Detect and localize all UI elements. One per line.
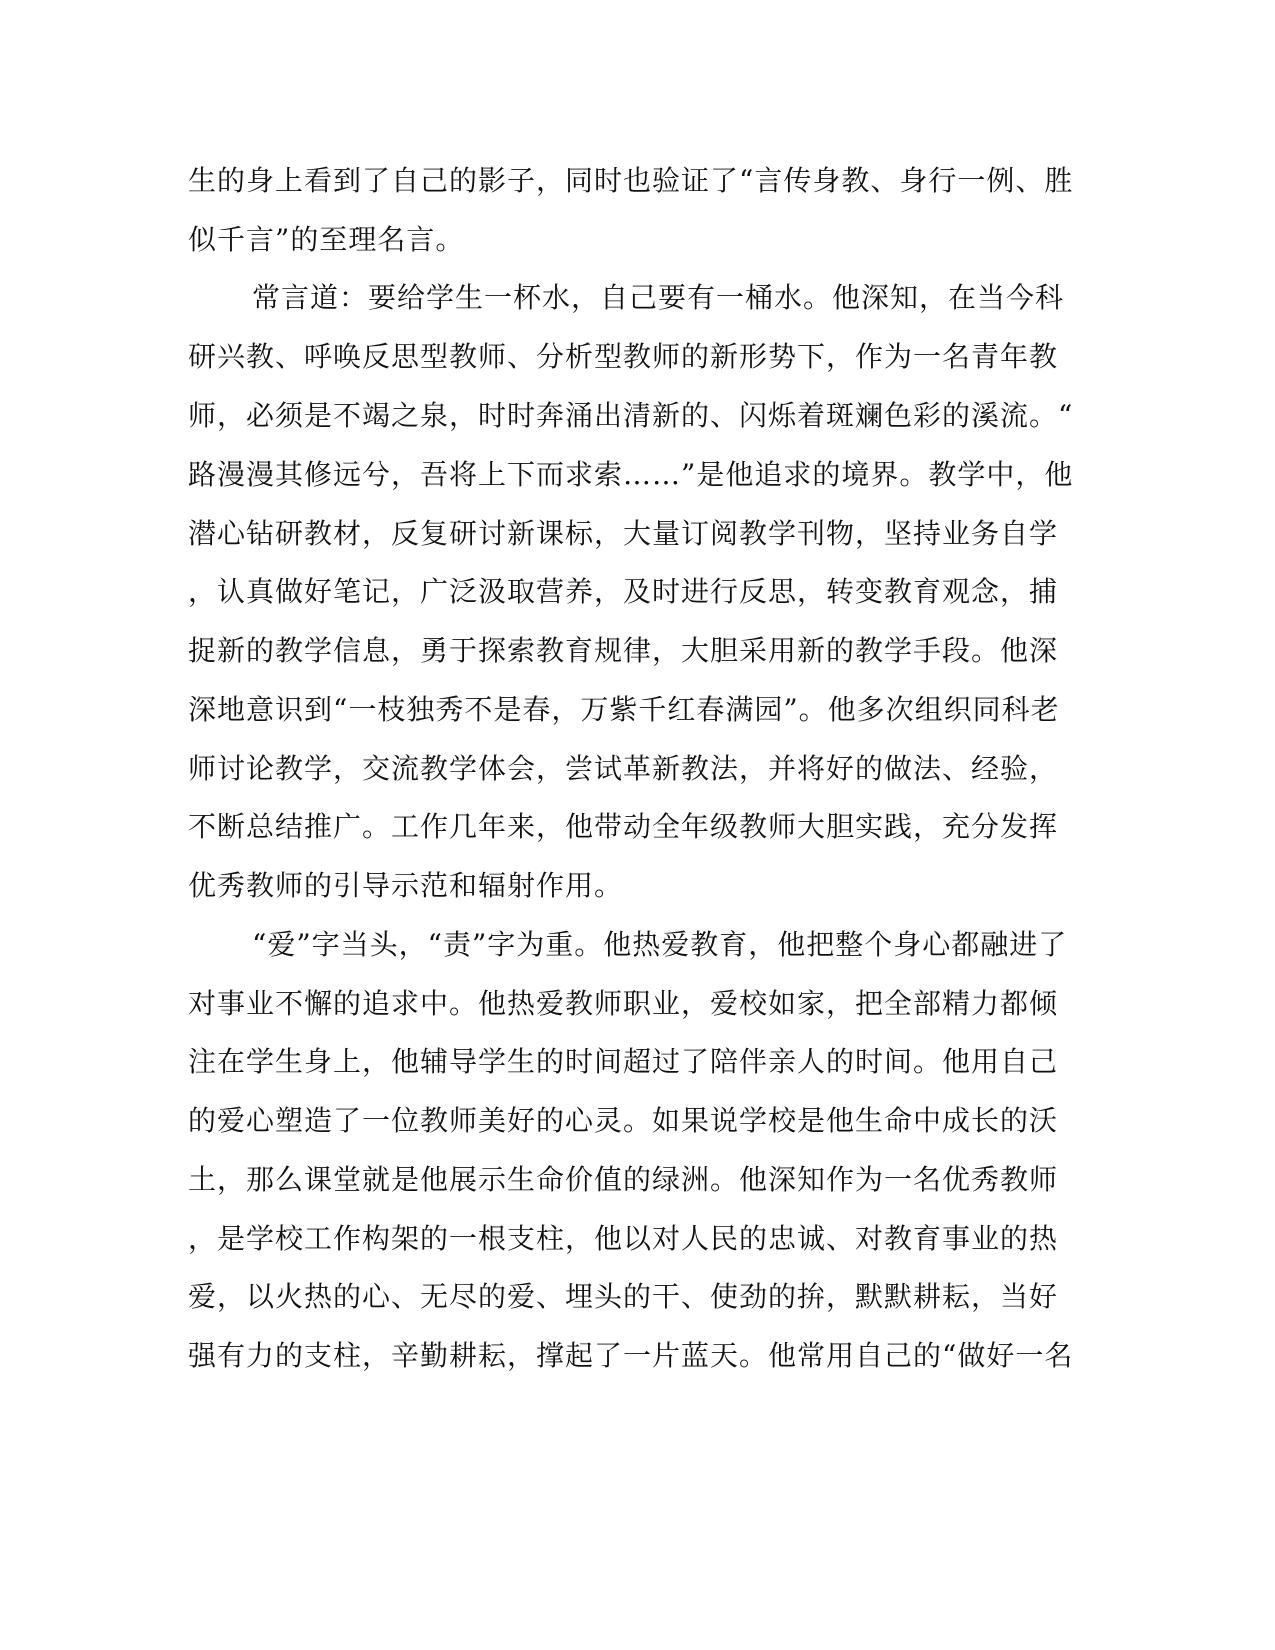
text-line: ，是学校工作构架的一根支柱，他以对人民的忠诚、对教育事业的热 bbox=[188, 1222, 1059, 1255]
text-line: 的爱心塑造了一位教师美好的心灵。如果说学校是他生命中成长的沃 bbox=[188, 1104, 1059, 1137]
text-line: 路漫漫其修远兮，吾将上下而求索……”是他追求的境界。教学中，他 bbox=[188, 458, 1074, 491]
text-line: 捉新的教学信息，勇于探索教育规律，大胆采用新的教学手段。他深 bbox=[188, 634, 1059, 667]
text-line: 强有力的支柱，辛勤耕耘，撑起了一片蓝天。他常用自己的“做好一名 bbox=[188, 1339, 1074, 1372]
text-line: 土，那么课堂就是他展示生命价值的绿洲。他深知作为一名优秀教师 bbox=[188, 1163, 1059, 1196]
text-line: 爱，以火热的心、无尽的爱、埋头的干、使劲的拚，默默耕耘，当好 bbox=[188, 1280, 1059, 1313]
text-line: 注在学生身上，他辅导学生的时间超过了陪伴亲人的时间。他用自己 bbox=[188, 1045, 1059, 1078]
text-line: ，认真做好笔记，广泛汲取营养，及时进行反思，转变教育观念，捕 bbox=[188, 575, 1059, 608]
text-line: 生的身上看到了自己的影子，同时也验证了“言传身教、身行一例、胜 bbox=[188, 164, 1074, 197]
text-line: 深地意识到“一枝独秀不是春，万紫千红春满园”。他多次组织同科老 bbox=[188, 693, 1060, 726]
text-line: 似千言”的至理名言。 bbox=[188, 223, 465, 256]
text-line: 对事业不懈的追求中。他热爱教师职业，爱校如家，把全部精力都倾 bbox=[188, 987, 1059, 1020]
paragraph-first-line: “爱”字当头，“责”字为重。他热爱教育，他把整个身心都融进了 bbox=[252, 928, 1068, 961]
text-line: 潜心钻研教材，反复研讨新课标，大量订阅教学刊物，坚持业务自学 bbox=[188, 517, 1059, 550]
text-line: 不断总结推广。工作几年来，他带动全年级教师大胆实践，充分发挥 bbox=[188, 810, 1059, 843]
text-line: 优秀教师的引导示范和辐射作用。 bbox=[188, 869, 624, 902]
text-line: 师，必须是不竭之泉，时时奔涌出清新的、闪烁着斑斓色彩的溪流。“ bbox=[188, 399, 1074, 432]
text-line: 研兴教、呼唤反思型教师、分析型教师的新形势下，作为一名青年教 bbox=[188, 340, 1059, 373]
paragraph-first-line: 常言道：要给学生一杯水，自己要有一桶水。他深知，在当今科 bbox=[252, 281, 1065, 314]
text-line: 师讨论教学，交流教学体会，尝试革新教法，并将好的做法、经验， bbox=[188, 752, 1059, 785]
